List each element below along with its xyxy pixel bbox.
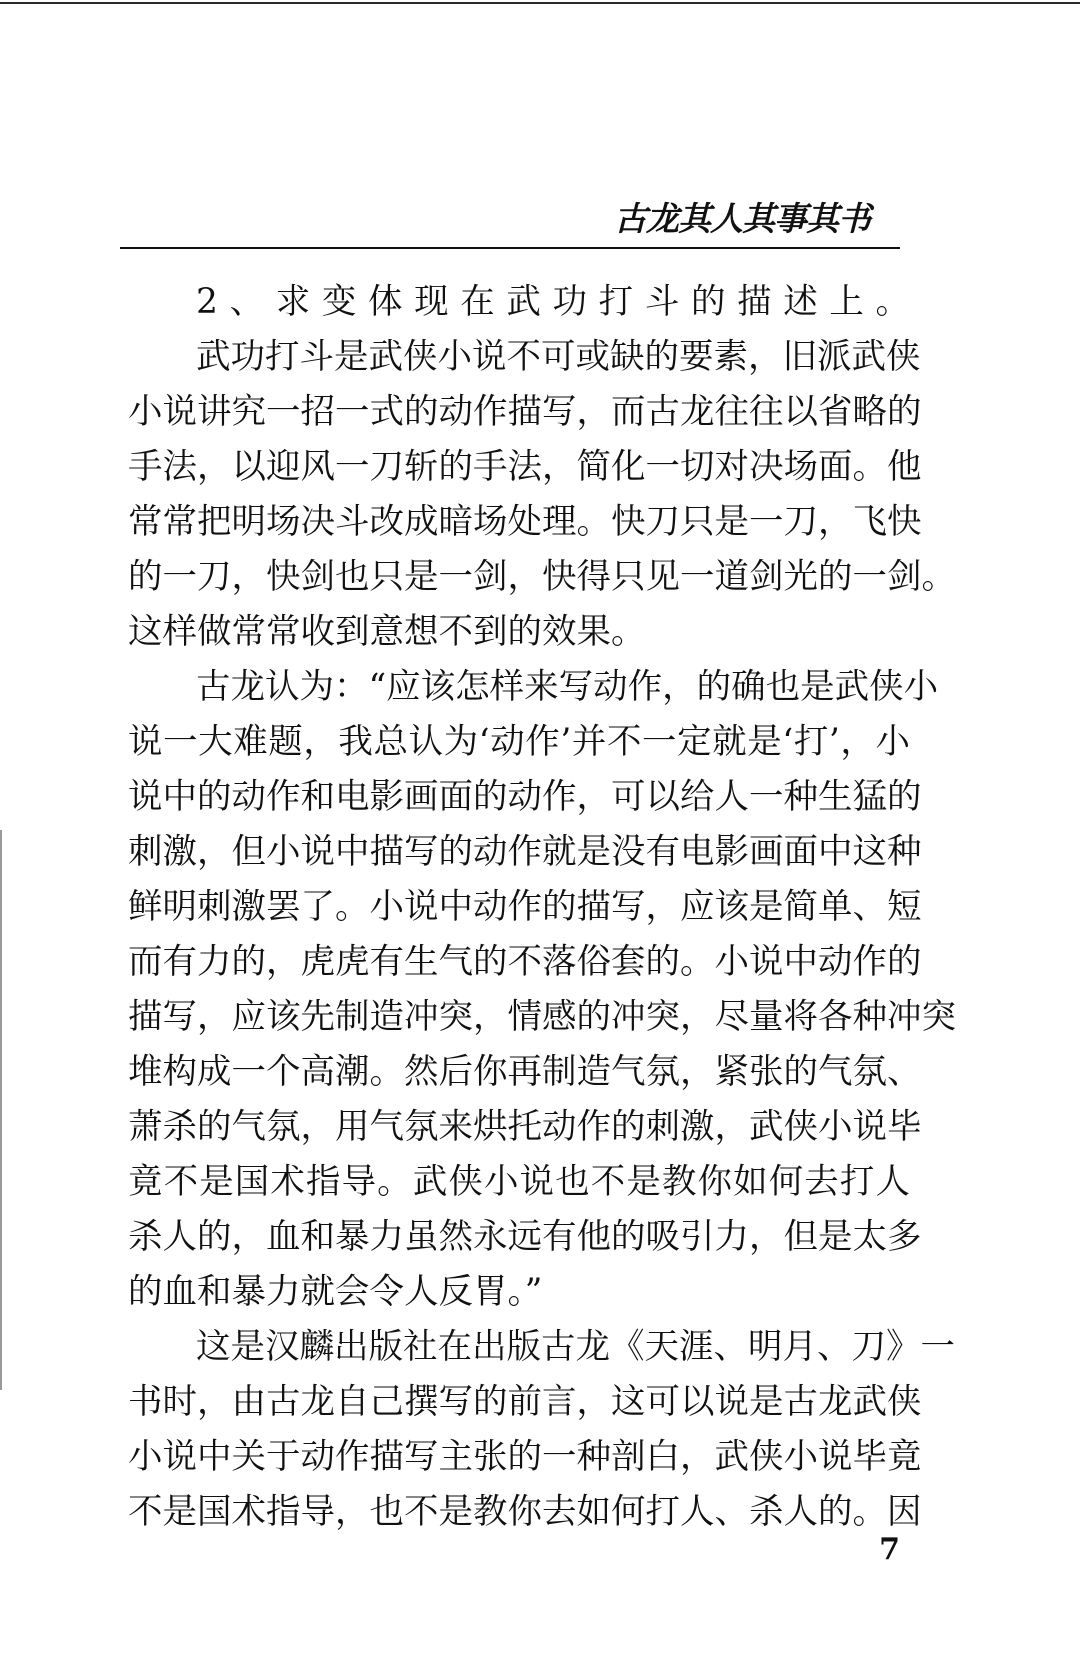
- header-rule: [120, 247, 900, 249]
- text-line: 萧杀的气氛，用气氛来烘托动作的刺激，武侠小说毕: [128, 1107, 922, 1147]
- text-line: 小说中关于动作描写主张的一种剖白，武侠小说毕竟: [128, 1437, 922, 1477]
- text-line: 这是汉麟出版社在出版古龙《天涯、明月、刀》一: [196, 1327, 955, 1367]
- text-line: 说中的动作和电影画面的动作，可以给人一种生猛的: [128, 777, 922, 817]
- text-line: 常常把明场决斗改成暗场处理。快刀只是一刀，飞快: [128, 502, 922, 542]
- text-line: 书时，由古龙自己撰写的前言，这可以说是古龙武侠: [128, 1382, 922, 1422]
- text-line: 小说讲究一招一式的动作描写，而古龙往往以省略的: [128, 392, 922, 432]
- text-line: 而有力的，虎虎有生气的不落俗套的。小说中动作的: [128, 942, 922, 982]
- text-line: 杀人的，血和暴力虽然永远有他的吸引力，但是太多: [128, 1217, 922, 1257]
- text-line: 鲜明刺激罢了。小说中动作的描写，应该是简单、短: [128, 887, 922, 927]
- text-line: 描写，应该先制造冲突，情感的冲突，尽量将各种冲突: [128, 997, 956, 1037]
- text-line: 手法，以迎风一刀斩的手法，简化一切对决场面。他: [128, 447, 922, 487]
- body-text: [128, 275, 956, 1540]
- page-number: 7: [879, 1532, 900, 1567]
- text-line: 的一刀，快剑也只是一剑，快得只见一道剑光的一剑。: [128, 557, 956, 597]
- text-line: 堆构成一个高潮。然后你再制造气氛，紧张的气氛、: [128, 1052, 922, 1092]
- text-line: 不是国术指导，也不是教你去如何打人、杀人的。因: [128, 1492, 922, 1532]
- text-line: 竟不是国术指导。武侠小说也不是教你如何去打人: [128, 1162, 910, 1202]
- scan-edge-line: [0, 2, 1080, 4]
- running-header-title: 古龙其人其事其书: [614, 199, 870, 238]
- text-line: 武功打斗是武侠小说不可或缺的要素，旧派武侠: [196, 337, 921, 377]
- text-line: 说一大难题，我总认为‘动作’并不一定就是‘打’，小: [128, 722, 910, 762]
- text-line: 的血和暴力就会令人反胃。”: [128, 1272, 543, 1312]
- scan-margin-mark: [0, 830, 2, 1390]
- text-line: 刺激，但小说中描写的动作就是没有电影画面中这种: [128, 832, 922, 872]
- text-line: 这样做常常收到意想不到的效果。: [128, 612, 646, 652]
- text-line: 2、求变体现在武功打斗的描述上。: [196, 282, 910, 322]
- text-line: 古龙认为：“应该怎样来写动作，的确也是武侠小: [196, 667, 939, 707]
